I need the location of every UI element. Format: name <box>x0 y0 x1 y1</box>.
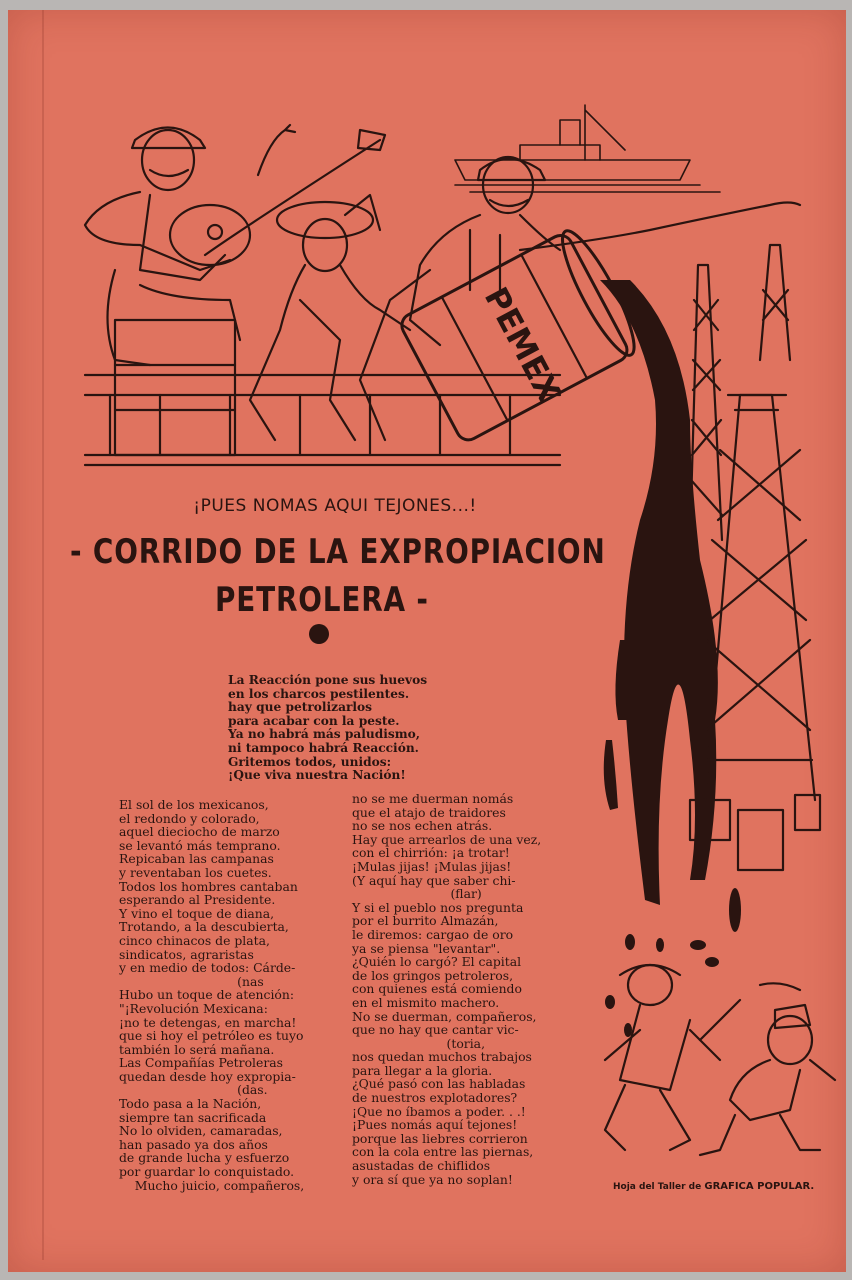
subtitle-heading: ¡PUES NOMAS AQUI TEJONES...! <box>193 496 477 516</box>
intro-verse: La Reacción pone sus huevos en los charcos pestilentes. hay que petrolizarlos para acabar con la peste. Ya no habrá más paludismo, ni tampoco habrá Reacción. Gritemos todos, unidos: ¡Que viva nuestra Nación! <box>228 673 428 783</box>
right-verse-column: no se me duerman nomás que el atajo de traidores no se nos echen atrás. Hay que arrearlos de una vez, con el chirrión: ¡a trotar! ¡Mulas jijas! ¡Mulas jijas! (Y aquí hay que saber chi- (flar) Y si el pueblo nos pregunta por el burrito Almazán, le diremos: cargao de oro ya se piensa "levantar". ¿Quién lo cargó? El capital de los gringos petroleros, con quienes está comiendo en el mismito machero. No se duerman, compañeros, que no hay que cantar vic- (toria, nos quedan muchos trabajos para llegar a la gloria. ¿Qué pasó con las habladas de nuestros explotadores? ¡Que no íbamos a poder. . .! ¡Pues nomás aquí tejones! porque las liebres corrieron con la cola entre las piernas, asustadas de chiflidos y ora sí que ya no soplan! <box>352 791 542 1187</box>
fleeing-figures-drawing <box>605 965 835 1155</box>
title-line-1: - CORRIDO DE LA EXPROPIACION <box>70 532 606 572</box>
oil-stream-drawing <box>600 280 741 1037</box>
title-line-2: PETROLERA - <box>215 580 429 620</box>
wall-drawing <box>85 375 560 465</box>
credit-org: GRAFICA POPULAR. <box>704 1181 815 1192</box>
left-verse-column: El sol de los mexicanos, el redondo y colorado, aquel dieciocho de marzo se levantó más temprano. Repicaban las campanas y reventaban los cuetes. Todos los hombres cantaban esperando al Presidente. Y vino el toque de diana, Trotando, a la descubierta, cinco chinacos de plata, sindicatos, agraristas y en medio de todos: Cárde- (nas Hubo un toque de atención: "¡Revolución Mexicana: ¡no te detengas, en marcha! que si hoy el petróleo es tuyo también lo será mañana. Las Compañías Petroleras quedan desde hoy expropia- (das. Todo pasa a la Nación, siempre tan sacrificada No lo olviden, camaradas, han pasado ya dos años de grande lucha y esfuerzo por guardar lo conquistado. Mucho juicio, compañeros, <box>119 797 305 1193</box>
barrel-left-drawing <box>115 320 235 455</box>
dancer-drawing <box>250 195 410 440</box>
credit-prefix: Hoja del Taller de <box>613 1182 702 1192</box>
ornament-dot <box>309 624 329 644</box>
pemex-barrel-drawing <box>398 224 647 446</box>
workshop-credit <box>613 1181 814 1192</box>
barrel-label: PEMEX <box>476 280 569 408</box>
